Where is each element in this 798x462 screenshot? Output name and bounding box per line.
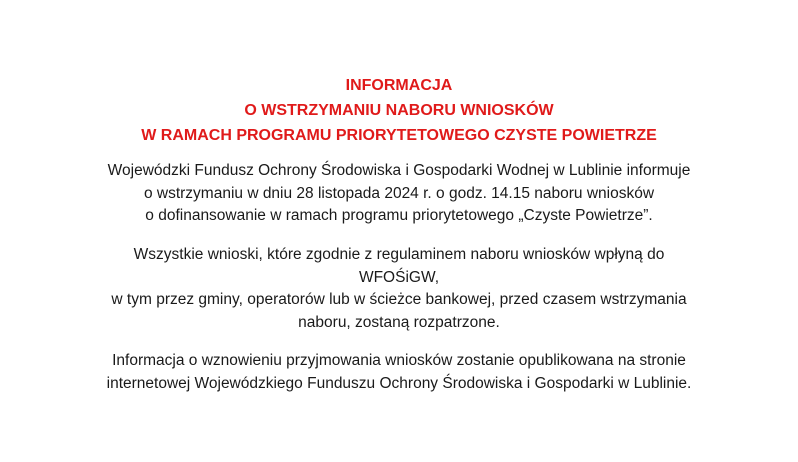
heading-line-2: O WSTRZYMANIU NABORU WNIOSKÓW <box>244 102 554 119</box>
paragraph-3-line-2: internetowej Wojewódzkiego Funduszu Ochrony Środowiska i Gospodarki w Lublinie. <box>106 374 692 392</box>
paragraph-2-line-3: w tym przez gminy, operatorów lub w ścieżce bankowej, przed czasem wstrzymania <box>111 291 687 308</box>
paragraph-2-line-2: WFOŚiGW, <box>358 268 440 286</box>
paragraph-1-line-3: o dofinansowanie w ramach programu priorytetowego „Czyste Powietrze”. <box>145 207 653 224</box>
announcement-heading <box>0 73 798 148</box>
paragraph-applications-processing <box>0 244 798 334</box>
paragraph-suspension-notice <box>0 160 798 228</box>
paragraph-2-line-4: naboru, zostaną rozpatrzone. <box>298 313 500 331</box>
heading-line-1: INFORMACJA <box>345 77 453 94</box>
paragraph-resumption-info <box>0 350 798 395</box>
heading-line-3: W RAMACH PROGRAMU PRIORYTETOWEGO CZYSTE POWIETRZE <box>141 127 657 144</box>
paragraph-3-line-1: Informacja o wznowieniu przyjmowania wniosków zostanie opublikowana na stronie <box>112 352 686 369</box>
paragraph-2-line-1: Wszystkie wnioski, które zgodnie z regulaminem naboru wniosków wpłyną do <box>133 246 665 263</box>
paragraph-1-line-1: Wojewódzki Fundusz Ochrony Środowiska i Gospodarki Wodnej w Lublinie informuje <box>107 162 691 179</box>
paragraph-1-line-2: o wstrzymaniu w dniu 28 listopada 2024 r. o godz. 14.15 naboru wniosków <box>143 184 655 202</box>
